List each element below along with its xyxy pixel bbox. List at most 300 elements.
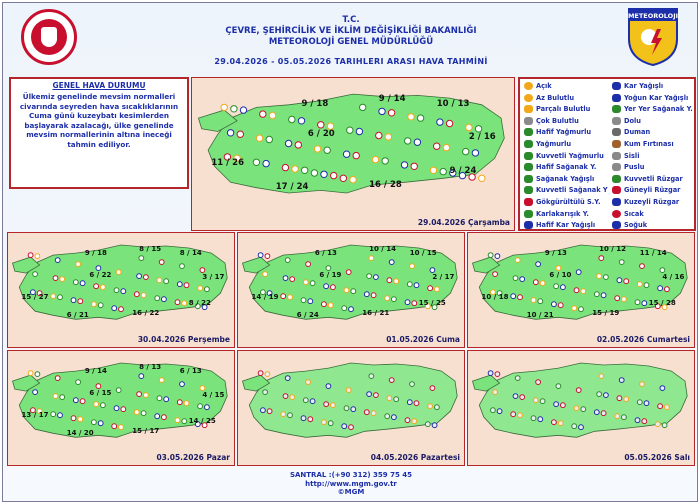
map-day-5 xyxy=(7,350,235,466)
weather-icon xyxy=(261,408,266,413)
weather-icon xyxy=(515,376,520,381)
weather-icon xyxy=(71,416,76,421)
temperature-label: 9 / 14 xyxy=(84,367,107,376)
weather-icon xyxy=(265,254,270,259)
weather-icon xyxy=(405,418,410,423)
weather-icon xyxy=(597,274,602,279)
weather-icon xyxy=(635,300,640,305)
temperature-label: 16 / 21 xyxy=(362,309,390,318)
weather-icon xyxy=(263,160,269,166)
weather-icon xyxy=(655,422,660,427)
weather-icon xyxy=(200,386,205,391)
light-shower-icon xyxy=(524,163,533,171)
weather-icon xyxy=(51,294,56,299)
temperature-label: 16 / 28 xyxy=(369,179,402,190)
weather-icon xyxy=(463,148,469,154)
sleet-icon xyxy=(524,210,533,218)
weather-icon xyxy=(430,167,436,173)
temperature-label: 6 / 19 xyxy=(319,271,342,280)
weather-icon xyxy=(119,307,124,312)
weather-icon xyxy=(78,417,83,422)
weather-icon xyxy=(388,110,394,116)
weather-icon xyxy=(205,405,210,410)
weather-icon xyxy=(177,282,182,287)
legend-item xyxy=(524,186,608,194)
turkey-map xyxy=(238,351,464,465)
legend-label: Hafif Yağmurlu xyxy=(536,128,592,137)
weather-icon xyxy=(301,298,306,303)
temperature-label: 6 / 21 xyxy=(66,311,89,320)
weather-icon xyxy=(561,285,566,290)
weather-icon xyxy=(308,417,313,422)
weather-icon xyxy=(576,388,581,393)
weather-icon xyxy=(290,277,295,282)
temperature-label: 6 / 22 xyxy=(89,271,112,280)
temperature-label: 10 / 15 xyxy=(409,249,437,258)
weather-icon xyxy=(367,392,372,397)
hail-icon xyxy=(612,117,621,125)
weather-icon xyxy=(536,380,541,385)
weather-icon xyxy=(162,415,167,420)
legend-item xyxy=(612,221,647,229)
legend-label: Duman xyxy=(624,128,651,137)
sun-icon xyxy=(524,82,533,90)
legend-label: Hafif Kar Yağışlı xyxy=(536,221,596,230)
weather-icon xyxy=(134,292,139,297)
weather-icon xyxy=(425,422,430,427)
weather-icon xyxy=(356,128,362,134)
weather-icon xyxy=(295,142,301,148)
weather-icon xyxy=(624,397,629,402)
weather-icon xyxy=(157,396,162,401)
rain-icon xyxy=(524,140,533,148)
weather-icon xyxy=(364,292,369,297)
weather-icon xyxy=(495,254,500,259)
weather-icon xyxy=(101,403,106,408)
weather-icon xyxy=(155,296,160,301)
weather-icon xyxy=(472,150,478,156)
weather-icon xyxy=(430,268,435,273)
weather-icon xyxy=(324,284,329,289)
legend-label: Hafif Sağanak Y. xyxy=(536,163,597,172)
heavy-snow-icon xyxy=(612,94,621,102)
weather-icon xyxy=(389,260,394,265)
weather-icon xyxy=(322,302,327,307)
weather-icon xyxy=(520,395,525,400)
weather-icon xyxy=(405,138,411,144)
weather-icon xyxy=(112,306,117,311)
weather-icon xyxy=(184,283,189,288)
weather-icon xyxy=(615,414,620,419)
weather-icon xyxy=(139,374,144,379)
temperature-label: 15 / 19 xyxy=(592,309,620,318)
weather-icon xyxy=(175,300,180,305)
temperature-label: 4 / 15 xyxy=(202,391,225,400)
general-weather-title: GENEL HAVA DURUMU xyxy=(52,81,146,90)
weather-icon xyxy=(281,412,286,417)
header-directorate: METEOROLOJİ GENEL MÜDÜRLÜĞÜ xyxy=(268,37,434,47)
weather-icon xyxy=(94,284,99,289)
weather-icon xyxy=(298,118,304,124)
weather-icon xyxy=(285,140,291,146)
weather-icon xyxy=(326,266,331,271)
weather-icon xyxy=(331,403,336,408)
weather-icon xyxy=(394,279,399,284)
north-wind-icon xyxy=(612,198,621,206)
weather-icon xyxy=(60,395,65,400)
legend-label: Yoğun Kar Yağışlı xyxy=(624,93,689,102)
weather-icon xyxy=(258,371,263,376)
weather-icon xyxy=(538,299,543,304)
weather-icon xyxy=(531,416,536,421)
temperature-label: 6 / 24 xyxy=(296,311,319,320)
weather-icon xyxy=(342,306,347,311)
legend-label: Kuvvetli Sağanak Y xyxy=(536,186,608,195)
weather-icon xyxy=(412,419,417,424)
weather-icon xyxy=(556,384,561,389)
weather-icon xyxy=(407,400,412,405)
weather-icon xyxy=(73,398,78,403)
weather-icon xyxy=(428,404,433,409)
map-day-7 xyxy=(467,350,695,466)
weather-icon xyxy=(180,264,185,269)
weather-icon xyxy=(389,378,394,383)
weather-icon xyxy=(372,156,378,162)
weather-icon xyxy=(306,380,311,385)
weather-icon xyxy=(343,151,349,157)
map-date-label: 30.04.2026 Perşembe xyxy=(137,335,230,344)
weather-icon xyxy=(594,410,599,415)
legend-item xyxy=(612,175,683,183)
weather-icon xyxy=(493,272,498,277)
weather-icon xyxy=(440,168,446,174)
weather-icon xyxy=(637,282,642,287)
weather-icon xyxy=(33,272,38,277)
footer xyxy=(203,471,499,497)
legend xyxy=(518,77,696,231)
weather-icon xyxy=(260,111,266,117)
header-period: 29.04.2026 - 05.05.2026 TARIHLERI ARASI HAVA TAHMİNİ xyxy=(214,57,488,66)
weather-icon xyxy=(256,135,262,141)
weather-icon xyxy=(364,410,369,415)
weather-icon xyxy=(263,390,268,395)
weather-icon xyxy=(285,258,290,263)
weather-icon xyxy=(376,132,382,138)
weather-icon xyxy=(369,256,374,261)
weather-icon xyxy=(58,295,63,300)
legend-label: Sağanak Yağışlı xyxy=(536,174,595,183)
weather-icon xyxy=(574,406,579,411)
weather-icon xyxy=(331,285,336,290)
weather-icon xyxy=(205,287,210,292)
weather-icon xyxy=(310,281,315,286)
weather-icon xyxy=(162,297,167,302)
weather-icon xyxy=(518,295,523,300)
weather-icon xyxy=(411,163,417,169)
weather-icon xyxy=(601,411,606,416)
legend-item xyxy=(524,198,601,206)
weather-icon xyxy=(324,402,329,407)
weather-icon xyxy=(96,384,101,389)
weather-icon xyxy=(561,403,566,408)
weather-icon xyxy=(288,295,293,300)
weather-icon xyxy=(579,307,584,312)
sandstorm-icon xyxy=(612,140,621,148)
weather-icon xyxy=(369,374,374,379)
temperature-label: 13 / 17 xyxy=(21,411,49,420)
weather-icon xyxy=(407,282,412,287)
temperature-label: 6 / 13 xyxy=(179,367,202,376)
weather-icon xyxy=(353,152,359,158)
weather-icon xyxy=(617,278,622,283)
weather-icon xyxy=(121,407,126,412)
temperature-label: 8 / 14 xyxy=(179,249,202,258)
weather-icon xyxy=(520,277,525,282)
weather-icon xyxy=(581,289,586,294)
weather-icon xyxy=(53,276,58,281)
weather-icon xyxy=(269,112,275,118)
weather-icon xyxy=(540,281,545,286)
weather-icon xyxy=(349,307,354,312)
weather-icon xyxy=(617,396,622,401)
weather-icon xyxy=(488,371,493,376)
thunderstorm-icon xyxy=(524,198,533,206)
legend-item xyxy=(612,163,644,171)
legend-item xyxy=(524,94,574,102)
temperature-label: 2 / 17 xyxy=(432,273,455,282)
weather-icon xyxy=(558,303,563,308)
weather-icon xyxy=(497,409,502,414)
weather-icon xyxy=(51,412,56,417)
weather-icon xyxy=(112,424,117,429)
temperature-label: 8 / 22 xyxy=(188,299,211,308)
weather-icon xyxy=(311,170,317,176)
weather-icon xyxy=(324,147,330,153)
general-weather-box xyxy=(9,77,189,189)
weather-icon xyxy=(552,420,557,425)
weather-icon xyxy=(139,256,144,261)
legend-label: Puslu xyxy=(624,163,645,172)
temperature-label: 6 / 13 xyxy=(314,249,337,258)
weather-icon xyxy=(405,300,410,305)
weather-icon xyxy=(346,388,351,393)
weather-icon xyxy=(58,413,63,418)
weather-icon xyxy=(552,302,557,307)
strong-wind-icon xyxy=(612,175,621,183)
weather-icon xyxy=(134,410,139,415)
temperature-label: 9 / 24 xyxy=(449,166,477,177)
weather-icon xyxy=(624,279,629,284)
temperature-label: 15 / 17 xyxy=(132,427,160,436)
weather-icon xyxy=(371,293,376,298)
legend-item xyxy=(612,117,641,125)
weather-icon xyxy=(266,136,272,142)
weather-icon xyxy=(121,289,126,294)
legend-label: Az Bulutlu xyxy=(536,93,575,102)
temperature-label: 16 / 22 xyxy=(132,309,160,318)
weather-icon xyxy=(180,382,185,387)
weather-icon xyxy=(33,390,38,395)
temperature-label: 14 / 19 xyxy=(251,293,279,302)
legend-item xyxy=(612,210,644,218)
weather-icon xyxy=(73,280,78,285)
weather-icon xyxy=(342,424,347,429)
weather-icon xyxy=(540,399,545,404)
weather-icon xyxy=(642,301,647,306)
smoke-icon xyxy=(612,128,621,136)
legend-item xyxy=(612,128,650,136)
footer-copyright: ©MGM xyxy=(337,488,365,496)
map-day-3 xyxy=(237,232,465,348)
weather-icon xyxy=(137,392,142,397)
weather-icon xyxy=(116,388,121,393)
weather-icon xyxy=(237,131,243,137)
weather-icon xyxy=(114,288,119,293)
weather-icon xyxy=(314,146,320,152)
temperature-label: 15 / 27 xyxy=(21,293,49,302)
temperature-label: 8 / 13 xyxy=(139,363,162,372)
turkey-map xyxy=(468,351,694,465)
weather-icon xyxy=(328,421,333,426)
weather-icon xyxy=(35,372,40,377)
weather-icon xyxy=(227,130,233,136)
weather-icon xyxy=(267,409,272,414)
weather-icon xyxy=(401,162,407,168)
cold-icon xyxy=(612,221,621,229)
temperature-label: 11 / 14 xyxy=(639,249,667,258)
weather-icon xyxy=(604,275,609,280)
weather-icon xyxy=(144,393,149,398)
weather-icon xyxy=(157,278,162,283)
footer-phone: SANTRAL :(+90 312) 359 75 45 xyxy=(289,471,413,479)
weather-icon xyxy=(412,301,417,306)
weather-icon xyxy=(155,414,160,419)
weather-icon xyxy=(538,417,543,422)
weather-icon xyxy=(637,400,642,405)
weather-icon xyxy=(374,393,379,398)
weather-icon xyxy=(285,376,290,381)
legend-label: Yer Yer Sağanak Y. xyxy=(624,105,693,114)
weather-icon xyxy=(303,398,308,403)
south-wind-icon xyxy=(612,186,621,194)
weather-icon xyxy=(346,270,351,275)
weather-icon xyxy=(387,278,392,283)
map-day-6 xyxy=(237,350,465,466)
weather-icon xyxy=(387,396,392,401)
temperature-label: 6 / 15 xyxy=(89,389,112,398)
weather-icon xyxy=(281,294,286,299)
weather-icon xyxy=(662,423,667,428)
weather-icon xyxy=(258,253,263,258)
weather-icon xyxy=(408,114,414,120)
weather-icon xyxy=(240,107,246,113)
weather-icon xyxy=(60,277,65,282)
weather-icon xyxy=(619,260,624,265)
weather-icon xyxy=(78,299,83,304)
weather-icon xyxy=(410,264,415,269)
weather-icon xyxy=(536,262,541,267)
temperature-label: 10 / 18 xyxy=(481,293,509,302)
weather-icon xyxy=(513,394,518,399)
ministry-logo xyxy=(21,9,77,65)
legend-label: Güneyli Rüzgar xyxy=(624,186,681,195)
temperature-label: 14 / 20 xyxy=(66,429,94,438)
weather-icon xyxy=(572,306,577,311)
weather-icon xyxy=(221,104,227,110)
weather-icon xyxy=(175,418,180,423)
cloudy-icon xyxy=(524,117,533,125)
legend-item xyxy=(524,163,596,171)
legend-label: Açık xyxy=(536,82,552,90)
weather-icon xyxy=(328,303,333,308)
weather-icon xyxy=(554,284,559,289)
weather-icon xyxy=(53,394,58,399)
weather-icon xyxy=(371,411,376,416)
legend-item xyxy=(524,82,552,90)
legend-label: Kuvvetli Rüzgar xyxy=(624,174,683,183)
weather-icon xyxy=(80,399,85,404)
heavy-rain-icon xyxy=(524,152,533,160)
footer-web-link[interactable]: http://www.mgm.gov.tr xyxy=(305,479,397,488)
weather-icon xyxy=(622,415,627,420)
weather-icon xyxy=(349,425,354,430)
weather-icon xyxy=(182,301,187,306)
map-date-label: 01.05.2026 Cuma xyxy=(386,335,460,344)
weather-icon xyxy=(326,384,331,389)
legend-label: Sıcak xyxy=(624,209,644,218)
weather-icon xyxy=(533,398,538,403)
local-shower-icon xyxy=(612,105,621,113)
weather-icon xyxy=(303,280,308,285)
weather-icon xyxy=(302,167,308,173)
weather-icon xyxy=(367,274,372,279)
weather-icon xyxy=(144,275,149,280)
weather-icon xyxy=(385,414,390,419)
weather-icon xyxy=(556,266,561,271)
legend-item xyxy=(612,140,674,148)
weather-icon xyxy=(360,104,366,110)
fog-icon xyxy=(612,152,621,160)
weather-icon xyxy=(495,372,500,377)
weather-icon xyxy=(434,143,440,149)
weather-icon xyxy=(116,270,121,275)
weather-icon xyxy=(622,297,627,302)
weather-icon xyxy=(200,268,205,273)
mostly-sunny-icon xyxy=(524,94,533,102)
temperature-label: 17 / 24 xyxy=(275,182,309,193)
weather-icon xyxy=(322,420,327,425)
weather-icon xyxy=(414,401,419,406)
weather-icon xyxy=(430,386,435,391)
general-weather-text: Ülkemiz genelinde mevsim normalleri civarında seyreden hava sıcaklıklarının Cuma günü kuzeybatı kesimlerden başlayarak azalacağı, ülke genelinde mevsim normallerinin altına ineceği tahmin ediliyor. xyxy=(19,92,179,149)
temperature-label: 8 / 15 xyxy=(139,245,162,254)
temperature-label: 6 / 20 xyxy=(307,128,335,139)
bulletin-frame xyxy=(2,2,698,502)
light-rain-icon xyxy=(524,128,533,136)
weather-icon xyxy=(435,405,440,410)
weather-icon xyxy=(374,275,379,280)
temperature-label: 9 / 18 xyxy=(84,249,107,258)
weather-icon xyxy=(533,280,538,285)
weather-icon xyxy=(515,258,520,263)
weather-icon xyxy=(572,424,577,429)
weather-icon xyxy=(164,397,169,402)
weather-icon xyxy=(351,289,356,294)
legend-item xyxy=(524,175,594,183)
map-date-label: 02.05.2026 Cumartesi xyxy=(596,335,690,344)
weather-icon xyxy=(594,292,599,297)
weather-icon xyxy=(599,256,604,261)
